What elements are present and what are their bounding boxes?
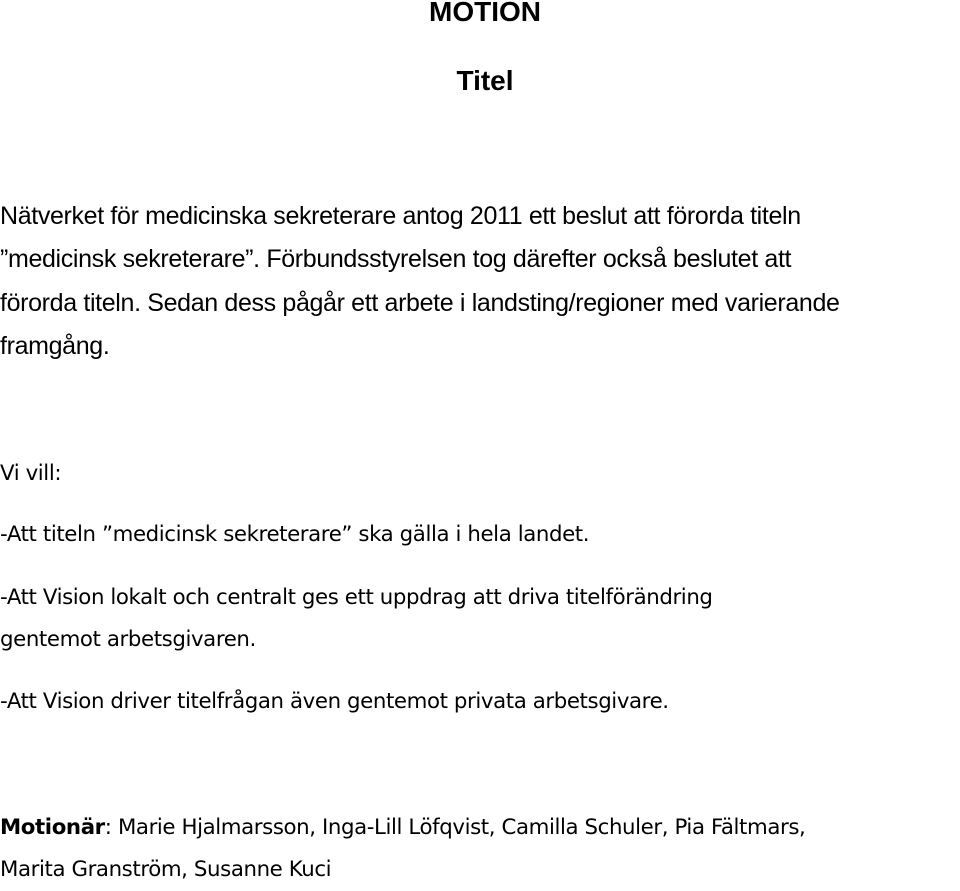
intro-line: ”medicinsk sekreterare”. Förbundsstyrelsen tog därefter också beslutet att <box>0 245 792 274</box>
demand-item <box>0 681 960 723</box>
signers-block <box>0 807 960 891</box>
intro-line: framgång. <box>0 331 110 360</box>
document-subtitle: Titel <box>456 65 514 96</box>
signers-line <box>0 807 960 849</box>
demand-item <box>0 514 960 556</box>
demand-line: -Att titeln ”medicinsk sekreterare” ska gälla i hela landet. <box>0 522 590 547</box>
demand-line: -Att Vision lokalt och centralt ges ett uppdrag att driva titelförändring <box>0 585 713 610</box>
wants-label: Vi vill: <box>0 461 62 486</box>
signers-names: Marie Hjalmarsson, Inga-Lill Löfqvist, Camilla Schuler, Pia Fältmars, <box>117 815 806 840</box>
signers-separator: : <box>104 815 118 840</box>
intro-line: Nätverket för medicinska sekreterare antog 2011 ett beslut att förorda titeln <box>0 202 801 230</box>
signers-line: Marita Granström, Susanne Kuci <box>0 857 332 882</box>
intro-line: förorda titeln. Sedan dess pågår ett arbete i landsting/regioner med varierande <box>0 288 840 317</box>
demand-item <box>0 577 960 661</box>
document-title: MOTION <box>429 0 541 27</box>
signers-label: Motionär <box>0 815 105 840</box>
intro-paragraph <box>0 195 960 368</box>
demand-line: -Att Vision driver titelfrågan även gentemot privata arbetsgivare. <box>0 689 669 714</box>
demand-line: gentemot arbetsgivaren. <box>0 627 256 652</box>
